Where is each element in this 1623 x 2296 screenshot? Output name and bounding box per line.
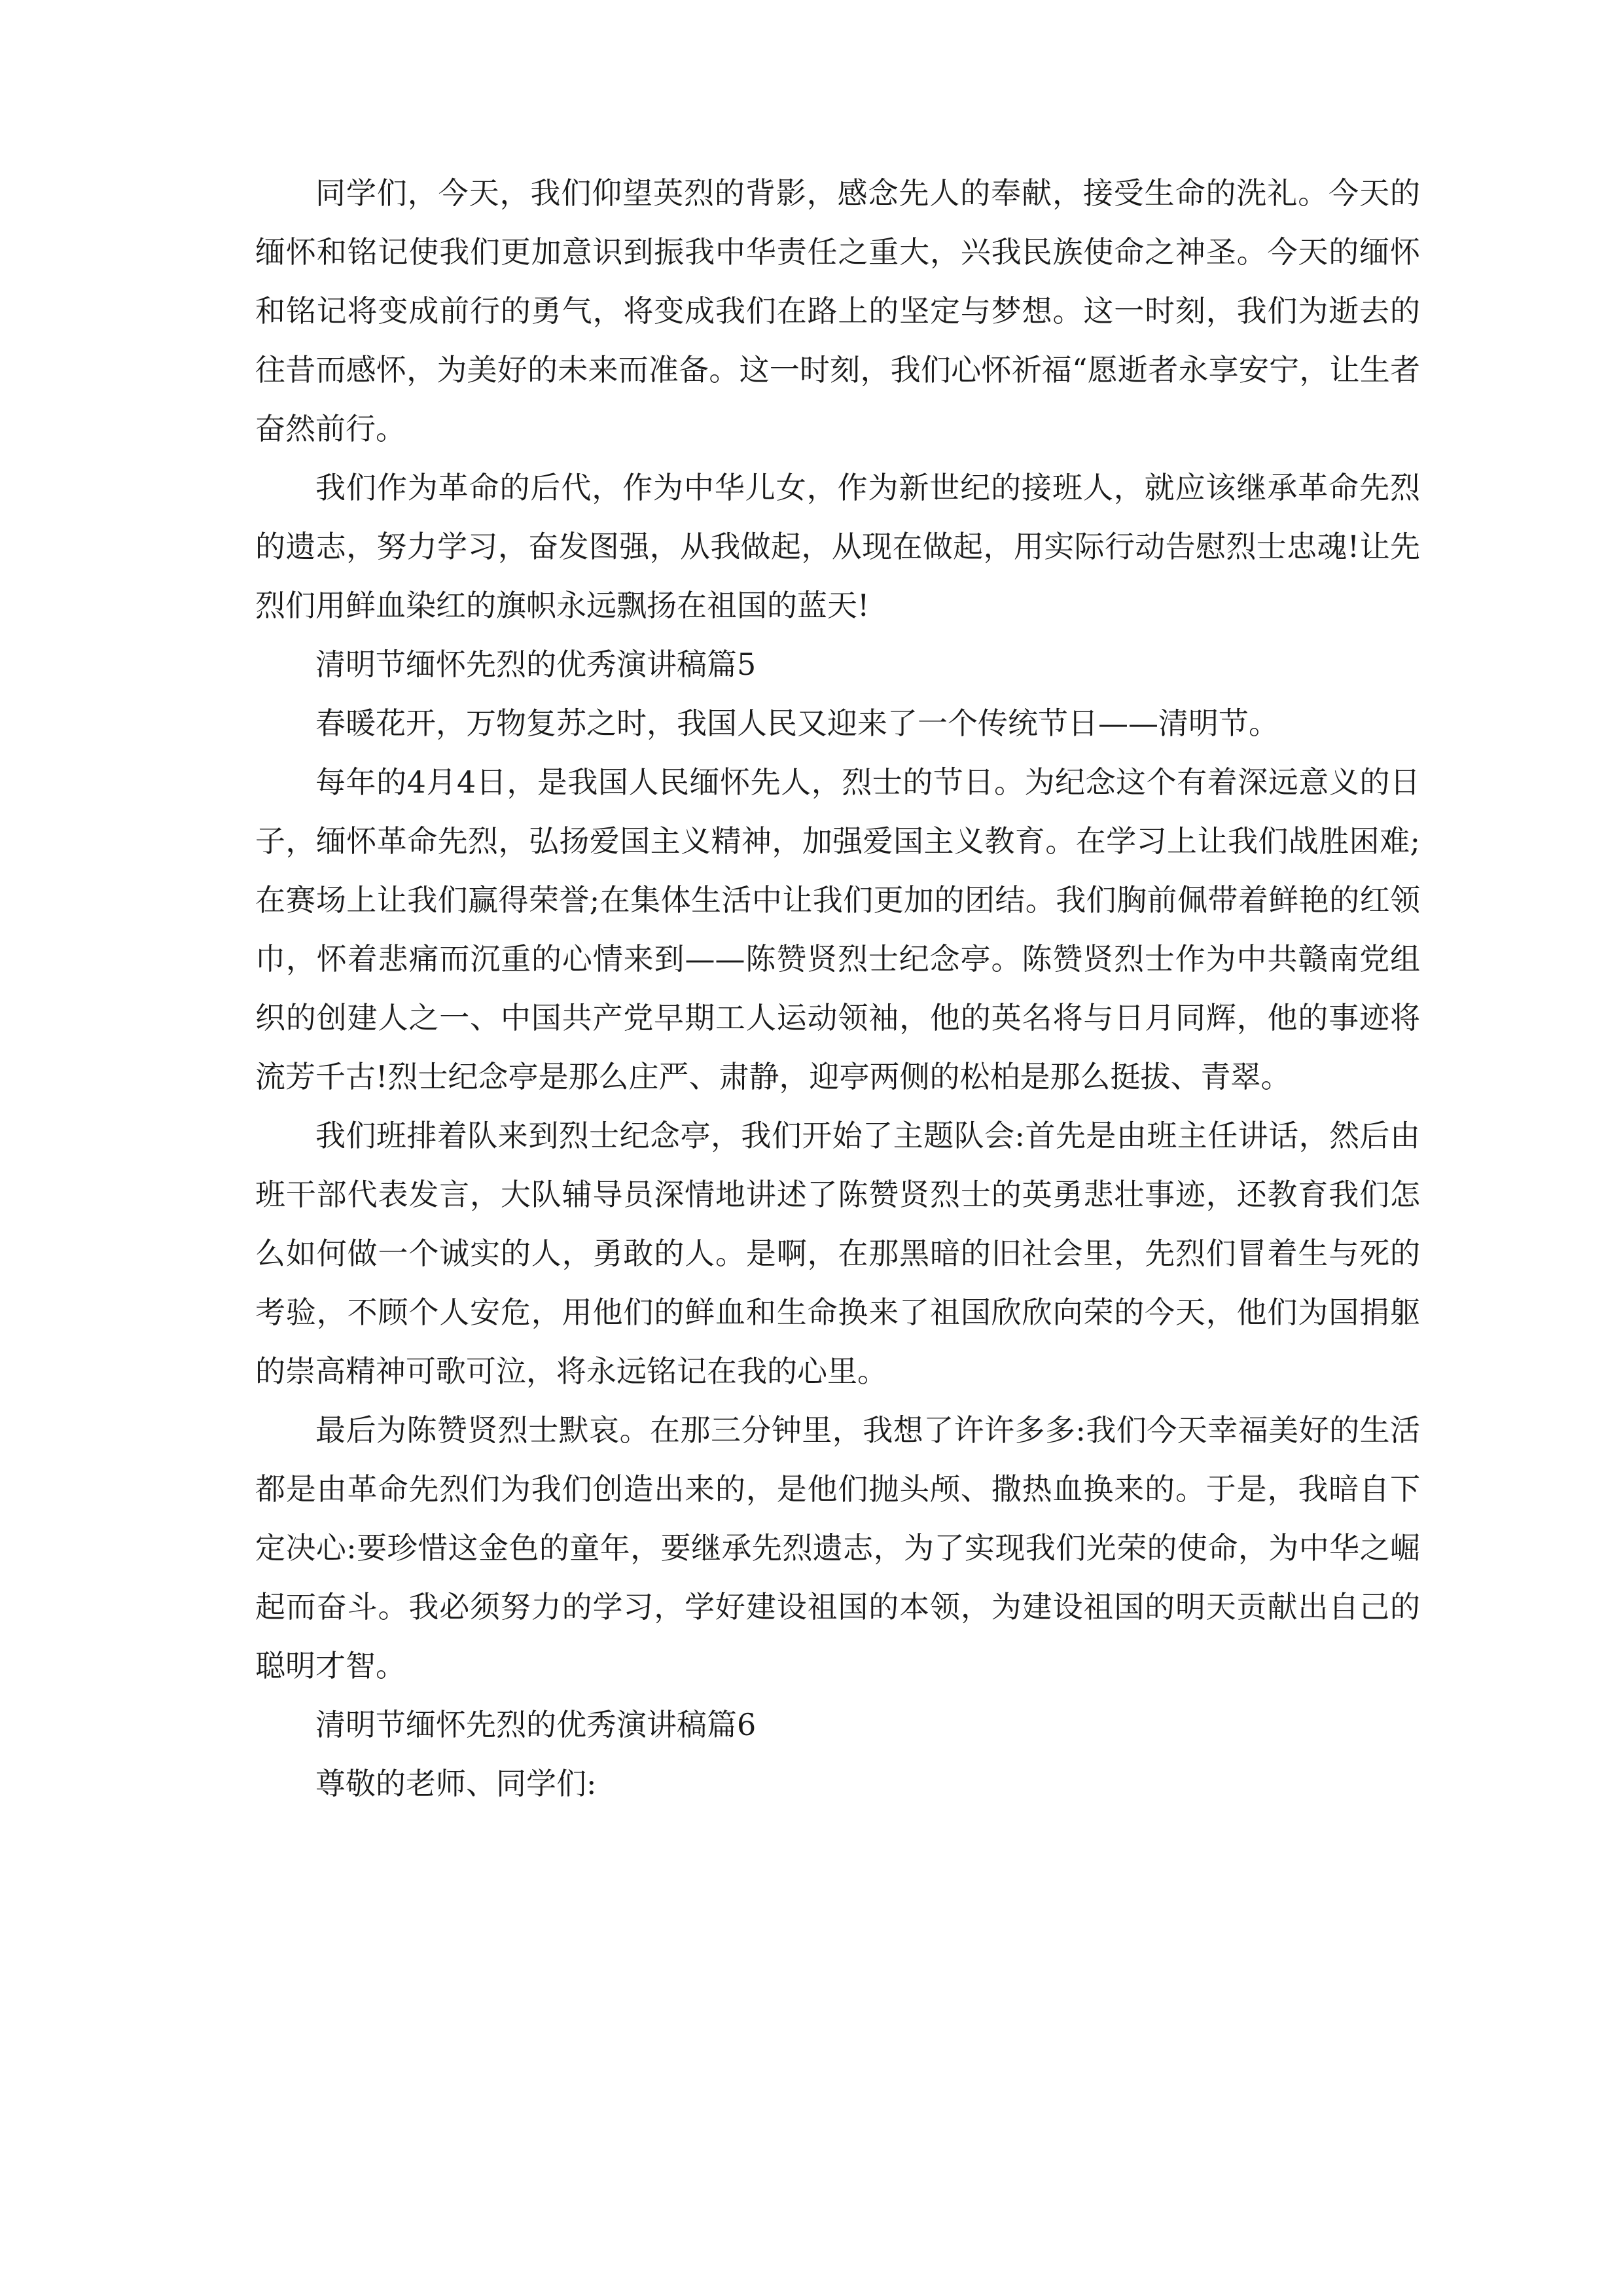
paragraph-team-meeting: 我们班排着队来到烈士纪念亭，我们开始了主题队会:首先是由班主任讲话，然后由班干部代表发言，大队辅导员深情地讲述了陈赞贤烈士的英勇悲壮事迹，还教育我们怎么如何做一个诚实的人，勇敢的人。是啊，在那黑暗的旧社会里，先烈们冒着生与死的考验，不顾个人安危，用他们的鲜血和生命换来了祖国欣欣向荣的今天，他们为国捐躯的崇高精神可歌可泣，将永远铭记在我的心里。 xyxy=(255,1118,1420,1389)
paragraph-memorial-day: 每年的4月4日，是我国人民缅怀先人，烈士的节日。为纪念这个有着深远意义的日子，缅怀革命先烈，弘扬爱国主义精神，加强爱国主义教育。在学习上让我们战胜困难;在赛场上让我们赢得荣誉;在集体生活中让我们更加的团结。我们胸前佩带着鲜艳的红领巾，怀着悲痛而沉重的心情来到——陈赞贤烈士纪念亭。陈赞贤烈士作为中共赣南党组织的创建人之一、中国共产党早期工人运动领袖，他的英名将与日月同辉，他的事迹将流芳千古!烈士纪念亭是那么庄严、肃静，迎亭两侧的松柏是那么挺拔、青翠。 xyxy=(255,764,1420,1094)
section-heading-5: 清明节缅怀先烈的优秀演讲稿篇5 xyxy=(315,647,757,682)
section-heading-6: 清明节缅怀先烈的优秀演讲稿篇6 xyxy=(315,1707,757,1742)
paragraph-silence: 最后为陈赞贤烈士默哀。在那三分钟里，我想了许许多多:我们今天幸福美好的生活都是由革命先烈们为我们创造出来的，是他们抛头颅、撒热血换来的。于是，我暗自下定决心:要珍惜这金色的童年，要继承先烈遗志，为了实现我们光荣的使命，为中华之崛起而奋斗。我必须努力的学习，学好建设祖国的本领，为建设祖国的明天贡献出自己的聪明才智。 xyxy=(255,1412,1420,1683)
paragraph-successors: 我们作为革命的后代，作为中华儿女，作为新世纪的接班人，就应该继承革命先烈的遗志，努力学习，奋发图强，从我做起，从现在做起，用实际行动告慰烈士忠魂!让先烈们用鲜血染红的旗帜永远飘扬在祖国的蓝天! xyxy=(255,470,1420,623)
paragraph-greeting: 尊敬的老师、同学们: xyxy=(315,1766,597,1801)
document-body xyxy=(255,164,1420,1813)
paragraph-spring: 春暖花开，万物复苏之时，我国人民又迎来了一个传统节日——清明节。 xyxy=(315,706,1279,741)
paragraph-tribute: 同学们，今天，我们仰望英烈的背影，感念先人的奉献，接受生命的洗礼。今天的缅怀和铭记使我们更加意识到振我中华责任之重大，兴我民族使命之神圣。今天的缅怀和铭记将变成前行的勇气，将变成我们在路上的坚定与梦想。这一时刻，我们为逝去的往昔而感怀，为美好的未来而准备。这一时刻，我们心怀祈福“愿逝者永享安宁，让生者奋然前行。 xyxy=(255,175,1420,446)
